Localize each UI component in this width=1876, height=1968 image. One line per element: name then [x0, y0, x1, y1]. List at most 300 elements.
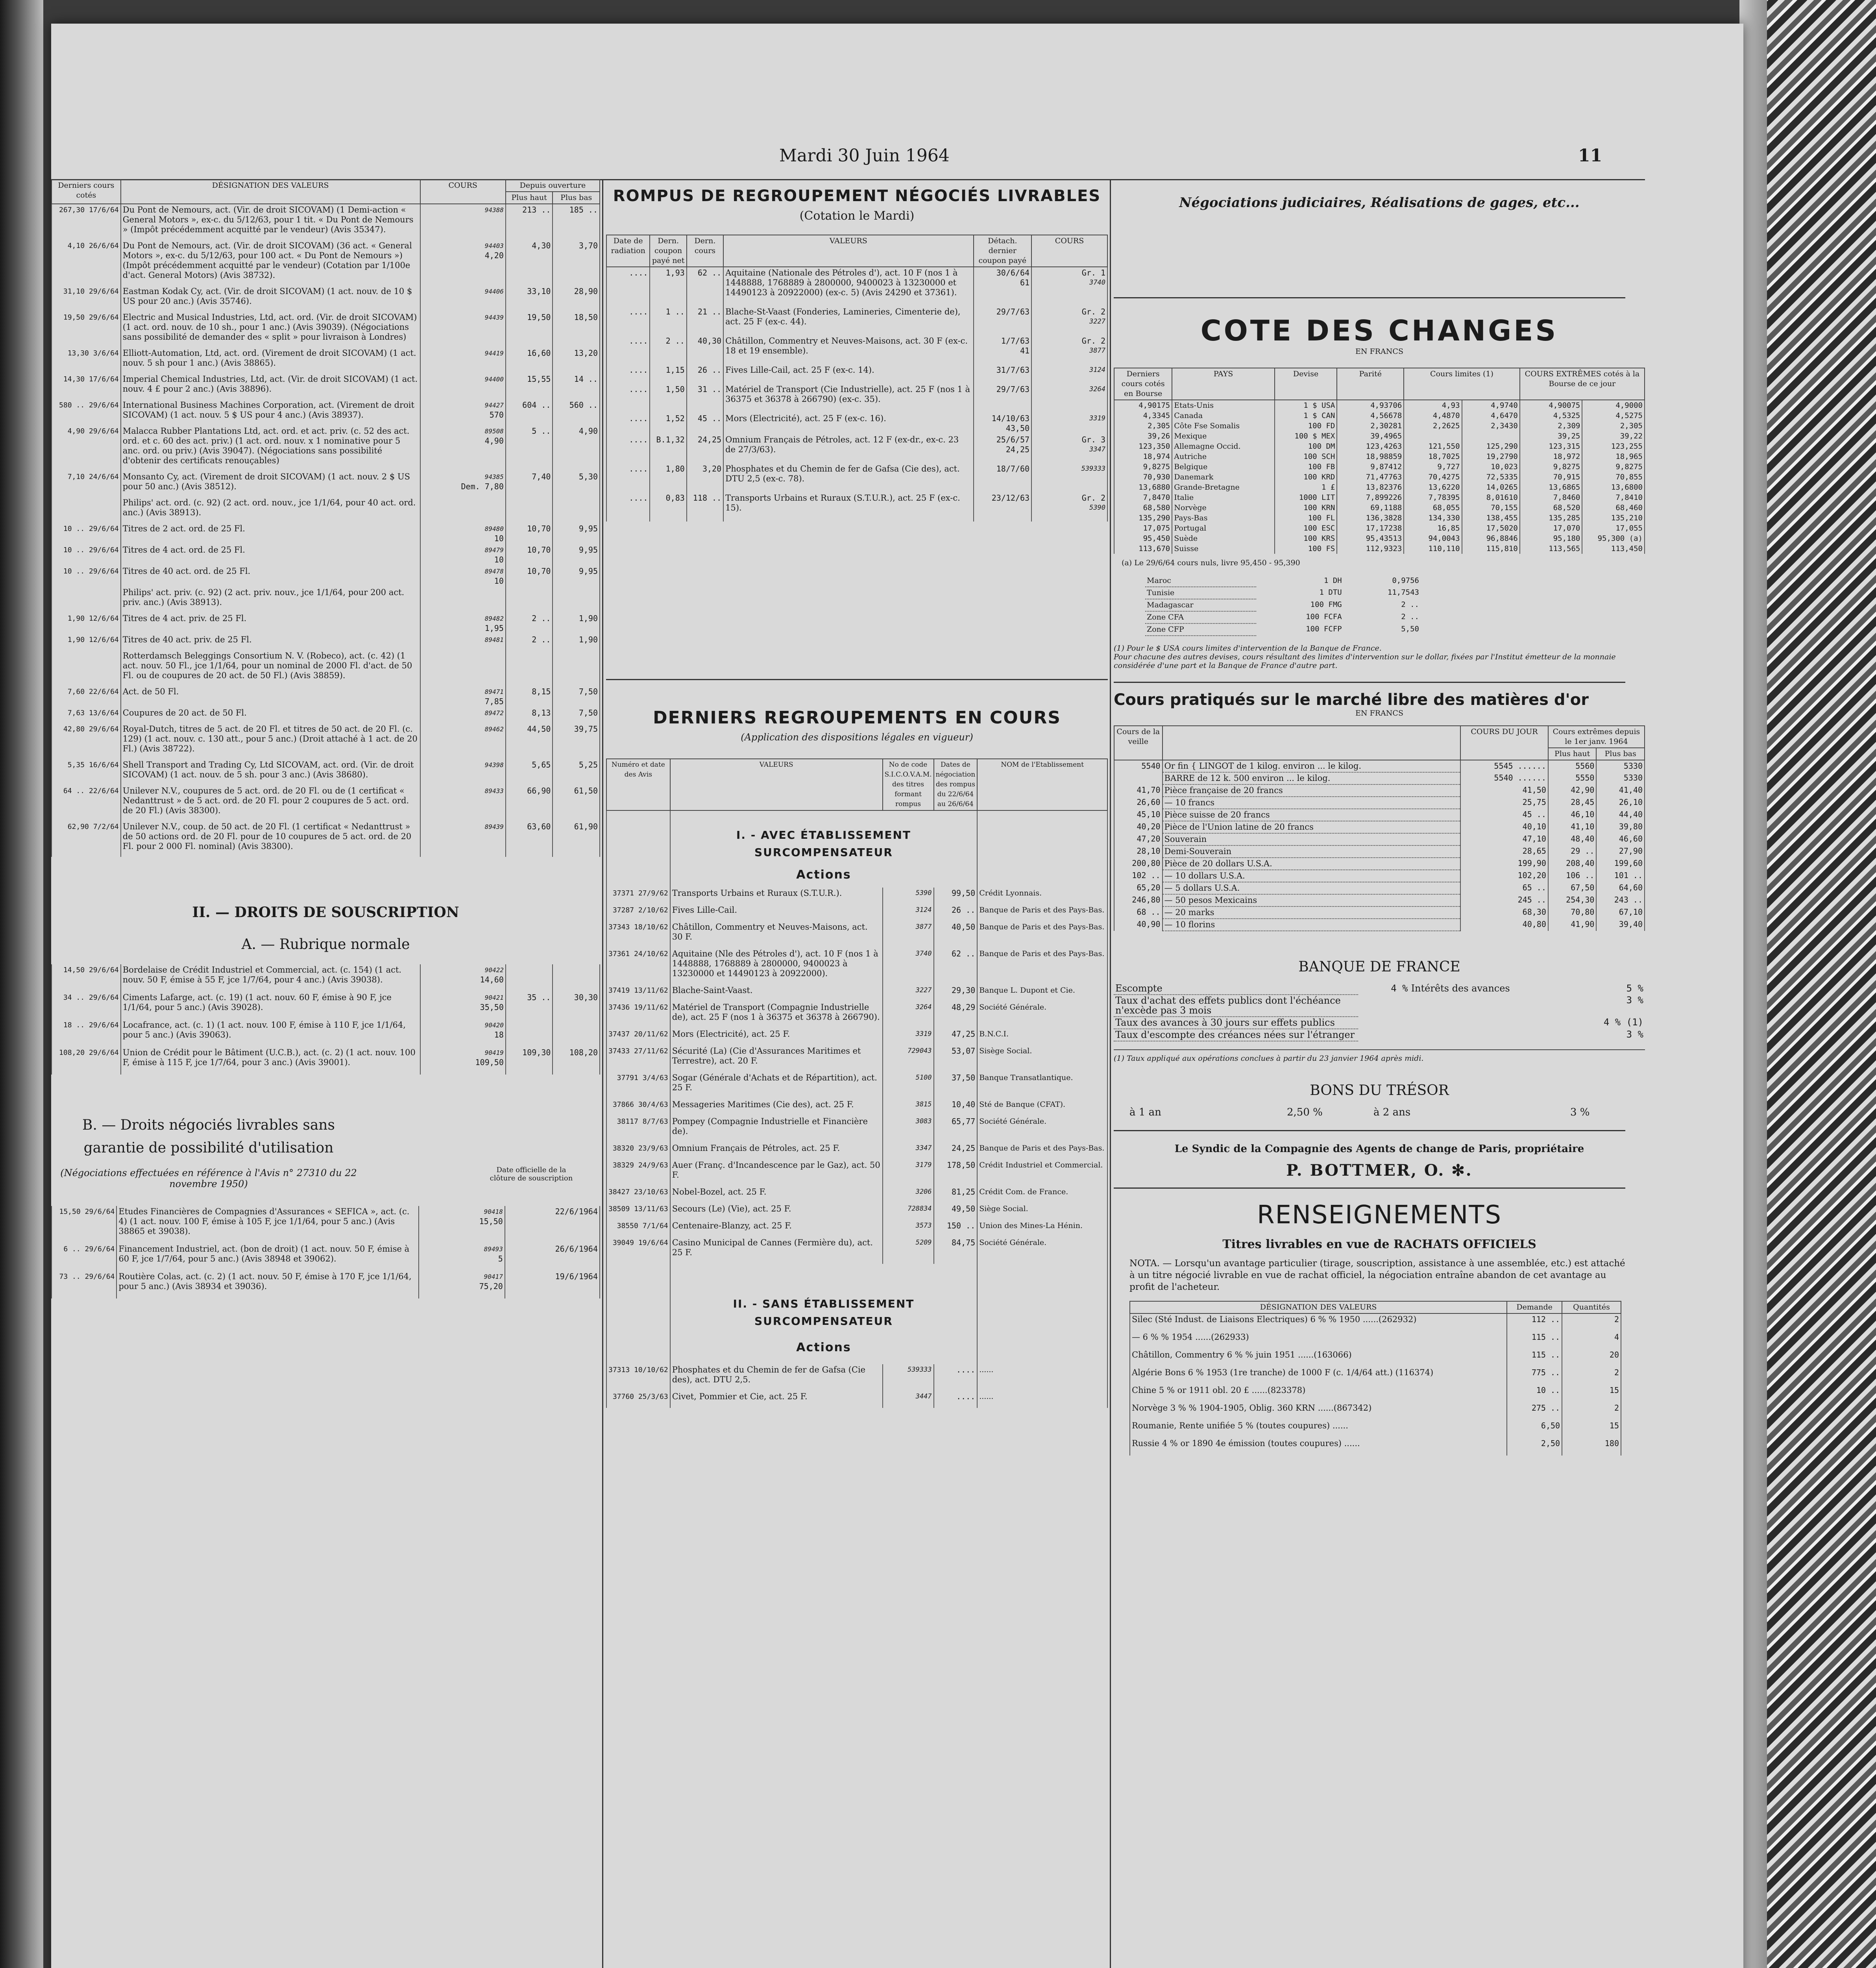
- rompus-col-header: Détach. dernier coupon payé: [974, 235, 1032, 267]
- or-jour: 40,80: [1460, 919, 1548, 931]
- security-code: 89472: [484, 709, 504, 717]
- or-jour: 199,90: [1460, 858, 1548, 870]
- security-name: Malacca Rubber Plantations Ltd, act. ord. et act. priv. (c. 52 des act. ord. et c. 60 des act. priv.) (1 act. ord. nouv. x 1 nominative pour 5 anc. ord. ou priv.) (Avis 39047). (Négociations sans possibilité d'obtenir des certificats renouçables): [121, 425, 420, 471]
- detach-cell: [974, 267, 1032, 306]
- zone-value: 5,50: [1401, 625, 1419, 633]
- table-row: [52, 566, 600, 587]
- security-code: 94403: [484, 242, 504, 250]
- or-label: Pièce française de 20 francs: [1163, 784, 1461, 797]
- rachats-title: Titres livrables en vue de RACHATS OFFICIELS: [1222, 1237, 1536, 1251]
- changes-ext2: 68,460: [1582, 503, 1645, 513]
- bons-2ans: à 2 ans: [1373, 1106, 1411, 1118]
- zone-value: 2 ..: [1401, 600, 1419, 609]
- changes-lim2: 72,5335: [1462, 472, 1520, 482]
- table-row: [606, 948, 1107, 985]
- etablissement: ......: [977, 1364, 1107, 1391]
- security-name: Union de Crédit pour le Bâtiment (U.C.B.), act. (c. 2) (1 act. nouv. 100 F, émise à 115 F, jce 1/7/64, pour 3 anc.) (Avis 39001).: [121, 1047, 420, 1075]
- chg-col-devise: Devise: [1275, 368, 1337, 400]
- banque-label: Taux d'achat des effets publics dont l'échéance n'excède pas 3 mois: [1114, 995, 1358, 1017]
- cours-value: 10,40: [934, 1099, 978, 1116]
- zone-value: 0,9756: [1392, 576, 1419, 585]
- rachat-name: Russie 4 % or 1890 4e émission (toutes coupures) ......: [1130, 1438, 1507, 1456]
- security-code: 5390: [1089, 504, 1105, 512]
- security-code: 89493: [484, 1245, 503, 1253]
- zone-devise: 100 FCFA: [1306, 612, 1342, 621]
- plus-haut: 7,40: [506, 471, 553, 497]
- security-name: Sogar (Générale d'Achats et de Répartition), act. 25 F.: [670, 1072, 883, 1099]
- or-label: Pièce de l'Union latine de 20 francs: [1163, 821, 1461, 833]
- plus-bas: 4,90: [553, 425, 600, 471]
- or-bas: 101 ..: [1596, 870, 1645, 882]
- cours-value: 15,50: [479, 1217, 503, 1226]
- coupon-net: 2 ..: [650, 335, 686, 364]
- avis-number: 38509 13/11/63: [606, 1203, 670, 1220]
- avis-number: 37436 19/11/62: [606, 1002, 670, 1028]
- table-row: [52, 374, 600, 400]
- plus-haut: 10,70: [506, 544, 553, 566]
- changes-pays: Canada: [1172, 411, 1275, 421]
- plus-haut: 15,55: [506, 374, 553, 400]
- or-veille: 41,70: [1114, 784, 1163, 797]
- cours-value: 150 ..: [934, 1220, 978, 1237]
- security-name: Blache-Saint-Vaast.: [670, 985, 883, 1002]
- rachat-demande: 115 ..: [1507, 1349, 1562, 1367]
- avis-number: 37419 13/11/62: [606, 985, 670, 1002]
- changes-dern: 13,6880: [1114, 482, 1172, 492]
- coupon-net: 1,93: [650, 267, 686, 306]
- rachat-name: Roumanie, Rente unifiée 5 % (toutes coupures) ......: [1130, 1420, 1507, 1438]
- detach-date: 23/12/63: [991, 493, 1030, 503]
- middle-column: [606, 179, 1108, 1408]
- or-veille: 65,20: [1114, 882, 1163, 894]
- detach-date: 14/10/63: [991, 414, 1030, 423]
- table-row: [52, 723, 600, 759]
- table-row: [606, 306, 1107, 335]
- rompus-title: ROMPUS DE REGROUPEMENT NÉGOCIÉS LIVRABLES: [613, 187, 1101, 205]
- security-code: 89481: [484, 636, 504, 644]
- droits-title: II. — DROITS DE SOUSCRIPTION: [192, 904, 459, 921]
- changes-lim1: 110,110: [1404, 544, 1462, 554]
- changes-title: COTE DES CHANGES: [1200, 314, 1558, 347]
- or-bas: 44,40: [1596, 809, 1645, 821]
- rens-title: RENSEIGNEMENTS: [1257, 1200, 1502, 1230]
- banque-label-2: [1410, 995, 1582, 1017]
- bons-title: BONS DU TRÉSOR: [1310, 1082, 1449, 1099]
- table-row: [1114, 833, 1645, 845]
- security-code: 539333: [1081, 465, 1105, 473]
- or-haut: 67,50: [1548, 882, 1597, 894]
- group-label: Gr. 2: [1081, 307, 1105, 316]
- avis-number: 37287 2/10/62: [606, 904, 670, 921]
- table-row: [606, 921, 1107, 948]
- changes-ext2: 39,22: [1582, 431, 1645, 441]
- zone-pays: Tunisie: [1145, 587, 1256, 599]
- plus-bas: 108,20: [553, 1047, 600, 1075]
- table-row: [1130, 1420, 1621, 1438]
- changes-ext1: 39,25: [1520, 431, 1582, 441]
- changes-devise: 100 FS: [1275, 544, 1337, 554]
- cours-value: 570: [489, 410, 504, 420]
- security-code: 89479: [484, 546, 504, 554]
- banque-value: [1358, 995, 1410, 1017]
- coupon-net: B.1,32: [650, 434, 686, 463]
- or-haut: 106 ..: [1548, 870, 1597, 882]
- changes-parite: 13,82376: [1337, 482, 1404, 492]
- table-row: [52, 964, 600, 992]
- changes-dern: 2,305: [1114, 421, 1172, 431]
- security-name: Transports Urbains et Ruraux (S.T.U.R.), act. 25 F (ex-c. 15).: [723, 492, 973, 522]
- cours-cell: [420, 587, 506, 613]
- signature: P. BOTTMER, O. ✻.: [1286, 1161, 1473, 1180]
- coupon-net: 0,83: [650, 492, 686, 522]
- table-row: [606, 1364, 1107, 1391]
- plus-haut: [506, 964, 553, 992]
- changes-lim1: 134,330: [1404, 513, 1462, 523]
- group-label: Gr. 2: [1081, 493, 1105, 503]
- or-veille: 200,80: [1114, 858, 1163, 870]
- rachat-demande: 2,50: [1507, 1438, 1562, 1456]
- etablissement: Siège Social.: [977, 1203, 1107, 1220]
- table-row: [1114, 462, 1645, 472]
- security-name: Matériel de Transport (Compagnie Industrielle de), act. 25 F (nos 1 à 36375 et 36378 à 266790).: [670, 1002, 883, 1028]
- plus-haut: 16,60: [506, 348, 553, 374]
- derniers-col-header: No de code S.I.C.O.V.A.M. des titres formant rompus: [883, 759, 934, 810]
- or-haut: 28,45: [1548, 797, 1597, 809]
- security-code: 539333: [883, 1364, 934, 1391]
- last-quote: 10 .. 29/6/64: [52, 544, 121, 566]
- security-name: Transports Urbains et Ruraux (S.T.U.R.).: [670, 888, 883, 904]
- changes-parite: 4,56678: [1337, 411, 1404, 421]
- group-cell: [1031, 413, 1107, 434]
- detach-date: 30/6/64: [996, 268, 1030, 277]
- plus-bas: 39,75: [553, 723, 600, 759]
- security-code: 729043: [883, 1045, 934, 1072]
- zone-value: 2 ..: [1401, 612, 1419, 621]
- plus-haut: 66,90: [506, 785, 553, 821]
- etablissement: ......: [977, 1391, 1107, 1408]
- dernier-cours: 45 ..: [687, 413, 723, 434]
- changes-dern: 17,075: [1114, 523, 1172, 533]
- coupon-net: 1,15: [650, 364, 686, 384]
- plus-bas: 28,90: [553, 286, 600, 312]
- changes-lim2: 14,0265: [1462, 482, 1520, 492]
- zone-devise: 1 DH: [1323, 576, 1342, 585]
- cours-cell: [420, 374, 506, 400]
- security-name: Pompey (Compagnie Industrielle et Financière de).: [670, 1116, 883, 1143]
- table-row: [1130, 1438, 1621, 1456]
- plus-bas: 18,50: [553, 312, 600, 348]
- page-number: 11: [1578, 146, 1602, 166]
- or-bas: 64,60: [1596, 882, 1645, 894]
- last-quote: 42,80 29/6/64: [52, 723, 121, 759]
- cours-value: 49,50: [934, 1203, 978, 1220]
- security-name: Du Pont de Nemours, act. (Vir. de droit SICOVAM) (36 act. « General Motors », ex-c. du 5/12/63, pour 100 act. « Du Pont de Nemours ») (Impôt précédemment acquitté par le vendeur) (Cotation par 1/100e d'act. General Motors) (Avis 38732).: [121, 240, 420, 286]
- plus-bas: 9,95: [553, 544, 600, 566]
- or-jour: 28,65: [1460, 845, 1548, 858]
- last-quote: 62,90 7/2/64: [52, 821, 121, 857]
- or-haut: 254,30: [1548, 894, 1597, 906]
- rachat-name: Chine 5 % or 1911 obl. 20 £ ......(823378): [1130, 1385, 1507, 1402]
- changes-devise: 100 FB: [1275, 462, 1337, 472]
- security-code: 3227: [1089, 318, 1105, 326]
- banque-value-2: 5 %: [1626, 983, 1643, 994]
- security-code: 94400: [484, 375, 504, 383]
- table-row: [52, 785, 600, 821]
- droits-b-col-header: Date officielle de la clôture de souscription: [490, 1166, 573, 1182]
- or-veille: 102 ..: [1114, 870, 1163, 882]
- avis-number: 37433 27/11/62: [606, 1045, 670, 1072]
- changes-pays: Côte Fse Somalis: [1172, 421, 1275, 431]
- changes-parite: 71,47763: [1337, 472, 1404, 482]
- table-row: [1114, 809, 1645, 821]
- or-jour: 40,10: [1460, 821, 1548, 833]
- changes-pays: Portugal: [1172, 523, 1275, 533]
- table-row: [1114, 544, 1645, 554]
- dernier-cours: 118 ..: [687, 492, 723, 522]
- changes-dern: 113,670: [1114, 544, 1172, 554]
- changes-devise: 100 $ MEX: [1275, 431, 1337, 441]
- table-row: [606, 434, 1107, 463]
- last-quote: 31,10 29/6/64: [52, 286, 121, 312]
- security-name: Auer (Franç. d'Incandescence par le Gaz), act. 50 F.: [670, 1160, 883, 1186]
- banque-label: Escompte: [1114, 983, 1358, 995]
- table-row: [1114, 421, 1645, 431]
- table-row: [1114, 858, 1645, 870]
- changes-devise: 1 $ USA: [1275, 400, 1337, 411]
- security-name: Fives Lille-Cail, act. 25 F (ex-c. 14).: [723, 364, 973, 384]
- cloture-date: 22/6/1964: [505, 1206, 600, 1243]
- detach-date: 1/7/63: [1001, 336, 1030, 346]
- group-cell: [1031, 267, 1107, 306]
- table-row: [606, 1143, 1107, 1160]
- security-name: Blache-St-Vaast (Fonderies, Lamineries, Cimenterie de), act. 25 F (ex-c. 44).: [723, 306, 973, 335]
- table-row: [1114, 797, 1645, 809]
- plus-bas: 1,90: [553, 634, 600, 650]
- or-col-bas: Plus bas: [1596, 748, 1645, 760]
- droits-b-note: (Négociations effectuées en référence à l'Avis n° 27310 du 22 novembre 1950): [60, 1167, 357, 1189]
- changes-lim1: 16,85: [1404, 523, 1462, 533]
- column-rule: [1110, 179, 1111, 1968]
- cours-cell: [420, 723, 506, 759]
- left-column: [51, 179, 600, 1298]
- table-row: [52, 707, 600, 723]
- table-row: [1145, 587, 1421, 599]
- last-quote: 73 .. 29/6/64: [52, 1271, 116, 1298]
- last-quote: [52, 497, 121, 523]
- last-quote: 7,63 13/6/64: [52, 707, 121, 723]
- chg-col-extremes: COURS EXTRÊMES cotés à la Bourse de ce jour: [1520, 368, 1645, 400]
- cours-cell: [420, 425, 506, 471]
- or-col-veille: Cours de la veille: [1114, 726, 1163, 760]
- droits-table: [51, 964, 600, 1075]
- security-code: 90422: [484, 966, 504, 974]
- changes-dern: 7,8470: [1114, 492, 1172, 503]
- security-code: 94419: [484, 350, 504, 357]
- changes-lim2: 96,8846: [1462, 533, 1520, 544]
- cours-value: 26 ..: [934, 904, 978, 921]
- banque-value-2: 4 % (1): [1603, 1017, 1643, 1028]
- security-code: 89439: [484, 823, 504, 830]
- last-quote: 19,50 29/6/64: [52, 312, 121, 348]
- security-code: 3877: [1089, 347, 1105, 355]
- last-quote: 14,50 29/6/64: [52, 964, 121, 992]
- avis-number: 37760 25/3/63: [606, 1391, 670, 1408]
- last-quote: 64 .. 22/6/64: [52, 785, 121, 821]
- table-row: [1114, 472, 1645, 482]
- avis-number: 38320 23/9/63: [606, 1143, 670, 1160]
- banque-note: (1) Taux appliqué aux opérations conclues à partir du 23 janvier 1964 après midi.: [1114, 1049, 1645, 1063]
- security-code: 3319: [883, 1028, 934, 1045]
- or-table: [1114, 725, 1645, 931]
- changes-ext2: 18,965: [1582, 451, 1645, 462]
- changes-ext2: 4,5275: [1582, 411, 1645, 421]
- or-label: — 5 dollars U.S.A.: [1163, 882, 1461, 894]
- plus-bas: 560 ..: [553, 400, 600, 425]
- plus-haut: 2 ..: [506, 613, 553, 634]
- changes-parite: 7,899226: [1337, 492, 1404, 503]
- cours-value: 81,25: [934, 1186, 978, 1203]
- cours-value: 4,90: [484, 436, 504, 446]
- coupon-net: 1 ..: [650, 306, 686, 335]
- plus-haut: 2 ..: [506, 634, 553, 650]
- coupon-net: 1,52: [650, 413, 686, 434]
- security-code: 89508: [484, 427, 504, 435]
- table-row: [606, 492, 1107, 522]
- cours-value: ....: [934, 1364, 978, 1391]
- etablissement: Société Générale.: [977, 1002, 1107, 1028]
- table-row: [1114, 894, 1645, 906]
- banque-value: [1358, 1029, 1410, 1041]
- or-col-label: [1163, 726, 1461, 760]
- table-row: [606, 384, 1107, 413]
- dernier-cours: 21 ..: [687, 306, 723, 335]
- table-row: [52, 1271, 600, 1298]
- table-row: [1145, 623, 1421, 636]
- cours-cell: [420, 707, 506, 723]
- security-code: 3740: [1089, 279, 1105, 287]
- or-haut: 46,10: [1548, 809, 1597, 821]
- cloture-date: 19/6/1964: [505, 1271, 600, 1298]
- changes-parite: 95,43513: [1337, 533, 1404, 544]
- changes-lim1: 94,0043: [1404, 533, 1462, 544]
- col-derniers: Derniers cours cotés: [52, 179, 121, 204]
- cours-value: Dem. 7,80: [461, 482, 504, 491]
- table-row: [1130, 1313, 1621, 1332]
- security-name: Omnium Français de Pétroles, act. 12 F (ex-dr., ex-c. 23 de 27/3/63).: [723, 434, 973, 463]
- etablissement: Crédit Com. de France.: [977, 1186, 1107, 1203]
- plus-haut: 5 ..: [506, 425, 553, 471]
- changes-parite: 136,3828: [1337, 513, 1404, 523]
- table-row: [52, 348, 600, 374]
- or-label: — 50 pesos Mexicains: [1163, 894, 1461, 906]
- chg-col-limites: Cours limites (1): [1404, 368, 1520, 400]
- or-jour: 5545 ......: [1460, 760, 1548, 772]
- plus-haut: [506, 587, 553, 613]
- or-jour: 65 ..: [1460, 882, 1548, 894]
- table-row: [52, 821, 600, 857]
- or-veille: 26,60: [1114, 797, 1163, 809]
- security-code: 3319: [1089, 414, 1105, 422]
- security-code: 3573: [883, 1220, 934, 1237]
- etablissement: B.N.C.I.: [977, 1028, 1107, 1045]
- changes-pays: Belgique: [1172, 462, 1275, 472]
- security-code: 94406: [484, 288, 504, 295]
- detach-cell: [974, 384, 1032, 413]
- changes-lim2: 4,9740: [1462, 400, 1520, 411]
- security-name: Titres de 40 act. ord. de 25 Fl.: [121, 566, 420, 587]
- table-row: [1114, 919, 1645, 931]
- changes-ext1: 4,5325: [1520, 411, 1582, 421]
- rompus-col-header: Dern. coupon payé net: [650, 235, 686, 267]
- plus-haut: 10,70: [506, 566, 553, 587]
- changes-dern: 135,290: [1114, 513, 1172, 523]
- rachat-demande: 275 ..: [1507, 1402, 1562, 1420]
- security-name: Aquitaine (Nationale des Pétroles d'), act. 10 F (nos 1 à 1448888, 1768889 à 2800000, 9400023 à 13230000 et 14490123 à 20922000) (ex-c. 5) (Avis 24290 et 37361).: [723, 267, 973, 306]
- or-veille: 28,10: [1114, 845, 1163, 858]
- security-name: Du Pont de Nemours, act. (Vir. de droit SICOVAM) (1 Demi-action « General Motors », ex-c. du 5/12/63, pour 1 tit. « Du Pont de Nemours » (Impôt précédemment acquitté par le vendeur) (Avis 35347).: [121, 204, 420, 240]
- date-radiation: ....: [606, 413, 650, 434]
- security-code: 89480: [484, 525, 504, 533]
- avis-number: 38427 23/10/63: [606, 1186, 670, 1203]
- security-code: 728834: [883, 1203, 934, 1220]
- cours-cell: [420, 544, 506, 566]
- date-radiation: ....: [606, 384, 650, 413]
- table-row: [52, 634, 600, 650]
- section-rule: [1114, 1130, 1625, 1131]
- changes-ext2: 135,210: [1582, 513, 1645, 523]
- table-row: [52, 312, 600, 348]
- table-row: [606, 1160, 1107, 1186]
- zone-value: 11,7543: [1387, 588, 1419, 597]
- security-code: 3124: [883, 904, 934, 921]
- or-veille: 40,20: [1114, 821, 1163, 833]
- or-jour: 102,20: [1460, 870, 1548, 882]
- rachats-col-quantites: Quantités: [1562, 1301, 1621, 1313]
- cours-value: 10: [494, 534, 504, 543]
- changes-ext1: 13,6865: [1520, 482, 1582, 492]
- plus-bas: 30,30: [553, 992, 600, 1019]
- changes-lim2: 115,810: [1462, 544, 1520, 554]
- derniers-col-header: NOM de l'Etablissement: [977, 759, 1107, 810]
- rachats-col-demande: Demande: [1507, 1301, 1562, 1313]
- security-name: Centenaire-Blanzy, act. 25 F.: [670, 1220, 883, 1237]
- rachat-name: Norvège 3 % % 1904-1905, Oblig. 360 KRN ......(867342): [1130, 1402, 1507, 1420]
- security-name: Mors (Electricité), act. 25 F (ex-c. 16).: [723, 413, 973, 434]
- last-quote: 14,30 17/6/64: [52, 374, 121, 400]
- plus-haut: 604 ..: [506, 400, 553, 425]
- col-depuis: Depuis ouverture: [506, 179, 600, 192]
- table-row: [606, 1116, 1107, 1143]
- changes-parite: 9,87412: [1337, 462, 1404, 472]
- security-code: 94388: [484, 206, 504, 214]
- table-row: [1114, 513, 1645, 523]
- plus-haut: [506, 497, 553, 523]
- cours-value: 178,50: [934, 1160, 978, 1186]
- cours-cell: [420, 471, 506, 497]
- section-rule: [1114, 1187, 1625, 1189]
- chg-col-pays: PAYS: [1172, 368, 1275, 400]
- changes-lim1: 4,4870: [1404, 411, 1462, 421]
- table-row: [1114, 1029, 1645, 1041]
- security-code: 89482: [484, 615, 504, 622]
- or-bas: 39,40: [1596, 919, 1645, 931]
- table-row: [52, 650, 600, 686]
- changes-parite: 2,30281: [1337, 421, 1404, 431]
- table-row: [606, 1391, 1107, 1408]
- rompus-col-header: VALEURS: [723, 235, 973, 267]
- cours-value: 10: [494, 555, 504, 564]
- table-row: [52, 523, 600, 544]
